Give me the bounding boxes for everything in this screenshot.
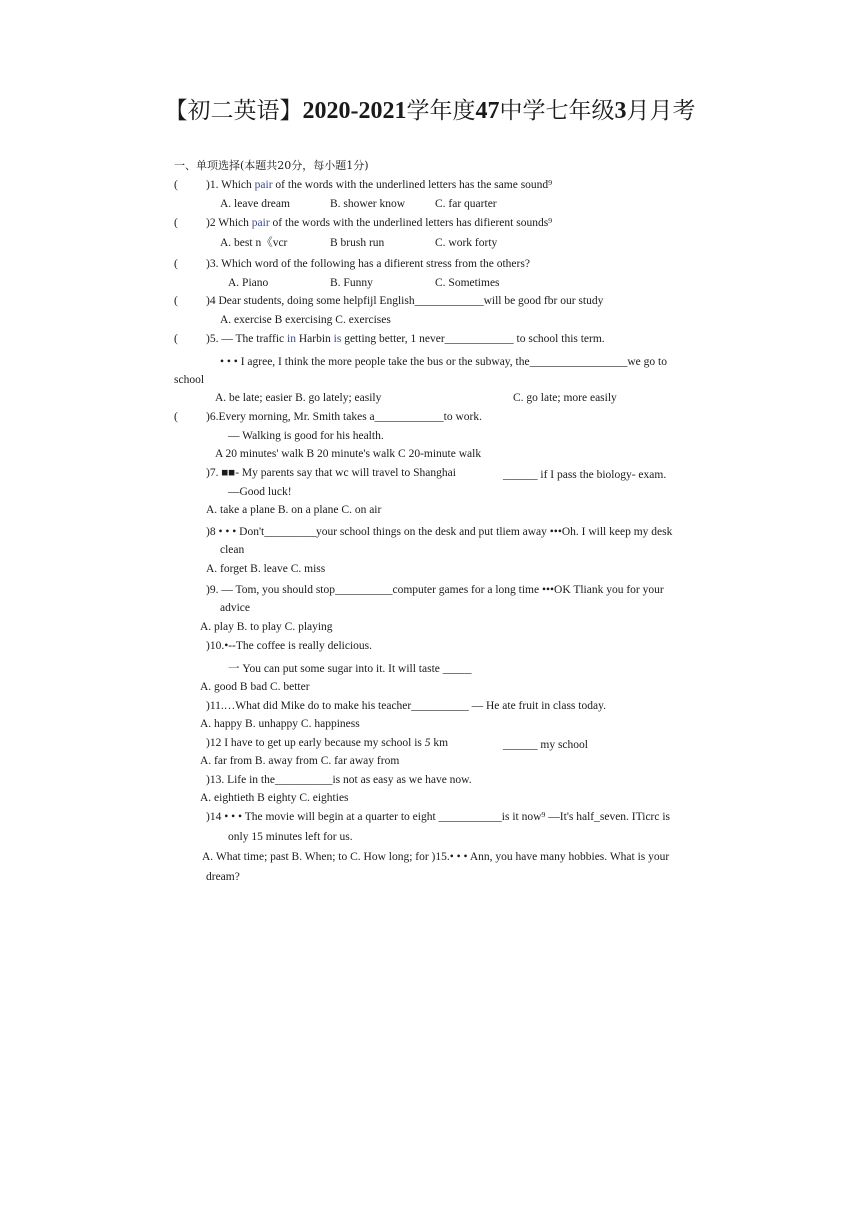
q12-number: 5 (424, 737, 431, 749)
title-exam: 月月考 (626, 98, 696, 124)
q5-text-a: )5. — The traffic (206, 333, 288, 345)
q2-option-b: B brush run (330, 237, 385, 249)
q12-text-b: ______ my school (503, 739, 588, 751)
title-grade: 中学七年级 (499, 98, 615, 124)
q12-options: A. far from B. away from C. far away from (200, 755, 400, 767)
q1-option-a: A. leave dream (220, 198, 290, 210)
q2-text-b: of the words with the underlined letters has difierent sounds⁹ (269, 217, 553, 229)
title-month: 3 (614, 98, 627, 124)
q10-options: A. good B bad C. better (200, 681, 310, 693)
page-title (0, 94, 860, 128)
q1-text-a: )1. Which (206, 179, 255, 191)
q8-options: A. forget B. leave C. miss (206, 563, 326, 575)
q5-line-3: school (174, 374, 205, 386)
answer-paren: ( (174, 295, 178, 307)
question-10: )10.•--The coffee is really delicious. (206, 640, 373, 652)
answer-paren: ( (174, 217, 178, 229)
q2-text-a: )2 Which (206, 217, 252, 229)
q11-options: A. happy B. unhappy C. happiness (200, 718, 360, 730)
q3-option-a: A. Piano (228, 277, 269, 289)
answer-paren: ( (174, 333, 178, 345)
answer-paren: ( (174, 411, 178, 423)
q2-option-c: C. work forty (435, 237, 498, 249)
title-term: 学年度 (406, 98, 476, 124)
q5-options-ab: A. be late; easier B. go lately; easily (215, 392, 382, 404)
question-14: )14 • • • The movie will begin at a quarter to eight ___________is it now⁹ —It's half_seven. ITicrc is (206, 811, 671, 823)
question-5 (174, 331, 605, 347)
q9-line-2: advice (220, 602, 251, 614)
answer-paren: ( (174, 258, 178, 270)
q3-text: )3. Which word of the following has a difierent stress from the others? (206, 258, 530, 270)
q3-option-c: C. Sometimes (435, 277, 500, 289)
question-9: )9. — Tom, you should stop__________computer games for a long time •••OK Tliank you for your (206, 584, 664, 596)
q1-text-b: of the words with the underlined letters has the same sound⁹ (272, 179, 553, 191)
question-1 (174, 177, 552, 193)
q12-text-a: )12 I have to get up early because my school is (206, 737, 425, 749)
q5-highlight-is: is (333, 333, 342, 345)
q3-option-b: B. Funny (330, 277, 373, 289)
q5-text-b: Harbin (295, 333, 334, 345)
question-8: )8 • • • Don't_________your school things on the desk and put tliem away •••Oh. I will keep my desk (206, 526, 673, 538)
q1-highlight: pair (254, 179, 273, 191)
q15-line-2: dream? (206, 871, 240, 883)
q5-highlight-in: in (287, 333, 296, 345)
q14-options-q15: A. What time; past B. When; to C. How long; for )15.• • • Ann, you have many hobbies. What is your (202, 851, 670, 863)
question-12 (206, 735, 448, 751)
q13-options: A. eightieth B eighty C. eighties (200, 792, 349, 804)
question-2 (174, 215, 552, 231)
title-subject: 初二英语 (187, 98, 280, 124)
q7-line-2: —Good luck! (228, 486, 292, 498)
q6-line-2: — Walking is good for his health. (228, 430, 384, 442)
title-year: 2020-2021 (302, 98, 407, 124)
q9-options: A. play B. to play C. playing (200, 621, 333, 633)
title-bracket-open: 【 (164, 98, 188, 124)
q7-text-b: ______ if I pass the biology- exam. (503, 469, 667, 481)
q5-text-c: getting better, 1 never____________ to school this term. (341, 333, 605, 345)
q14-line-2: only 15 minutes left for us. (228, 831, 353, 843)
question-7: )7. ■■- My parents say that wc will travel to Shanghai (206, 467, 456, 479)
q10-line-2: 一 You can put some sugar into it. It will taste _____ (228, 663, 472, 675)
question-6 (174, 409, 482, 425)
q2-option-a: A. best n《vcr (220, 237, 288, 249)
q4-options: A. exercise B exercising C. exercises (220, 314, 391, 326)
q12-unit: km (430, 737, 449, 749)
q8-line-2: clean (220, 544, 245, 556)
q4-text: )4 Dear students, doing some helpfijl English____________will be good fbr our study (206, 295, 604, 307)
question-4 (174, 293, 603, 309)
q6-text: )6.Every morning, Mr. Smith takes a____________to work. (206, 411, 482, 423)
question-13: )13. Life in the__________is not as easy as we have now. (206, 774, 472, 786)
section-heading: 一、单项选择(本题共20分，每小题1分) (174, 159, 369, 172)
answer-paren: ( (174, 179, 178, 191)
question-11: )11.…What did Mike do to make his teacher__________ — He ate fruit in class today. (206, 700, 606, 712)
q1-option-c: C. far quarter (435, 198, 497, 210)
q7-options: A. take a plane B. on a plane C. on air (206, 504, 382, 516)
q5-option-c: C. go late; more easily (513, 392, 617, 404)
q6-options: A 20 minutes' walk B 20 minute's walk C 20-minute walk (215, 448, 482, 460)
title-school-number: 47 (475, 98, 500, 124)
question-3 (174, 256, 530, 272)
title-bracket-close: 】 (279, 98, 303, 124)
q2-highlight: pair (251, 217, 270, 229)
q5-line-2: • • • I agree, I think the more people take the bus or the subway, the_________________we go to (220, 356, 667, 368)
q1-option-b: B. shower know (330, 198, 406, 210)
